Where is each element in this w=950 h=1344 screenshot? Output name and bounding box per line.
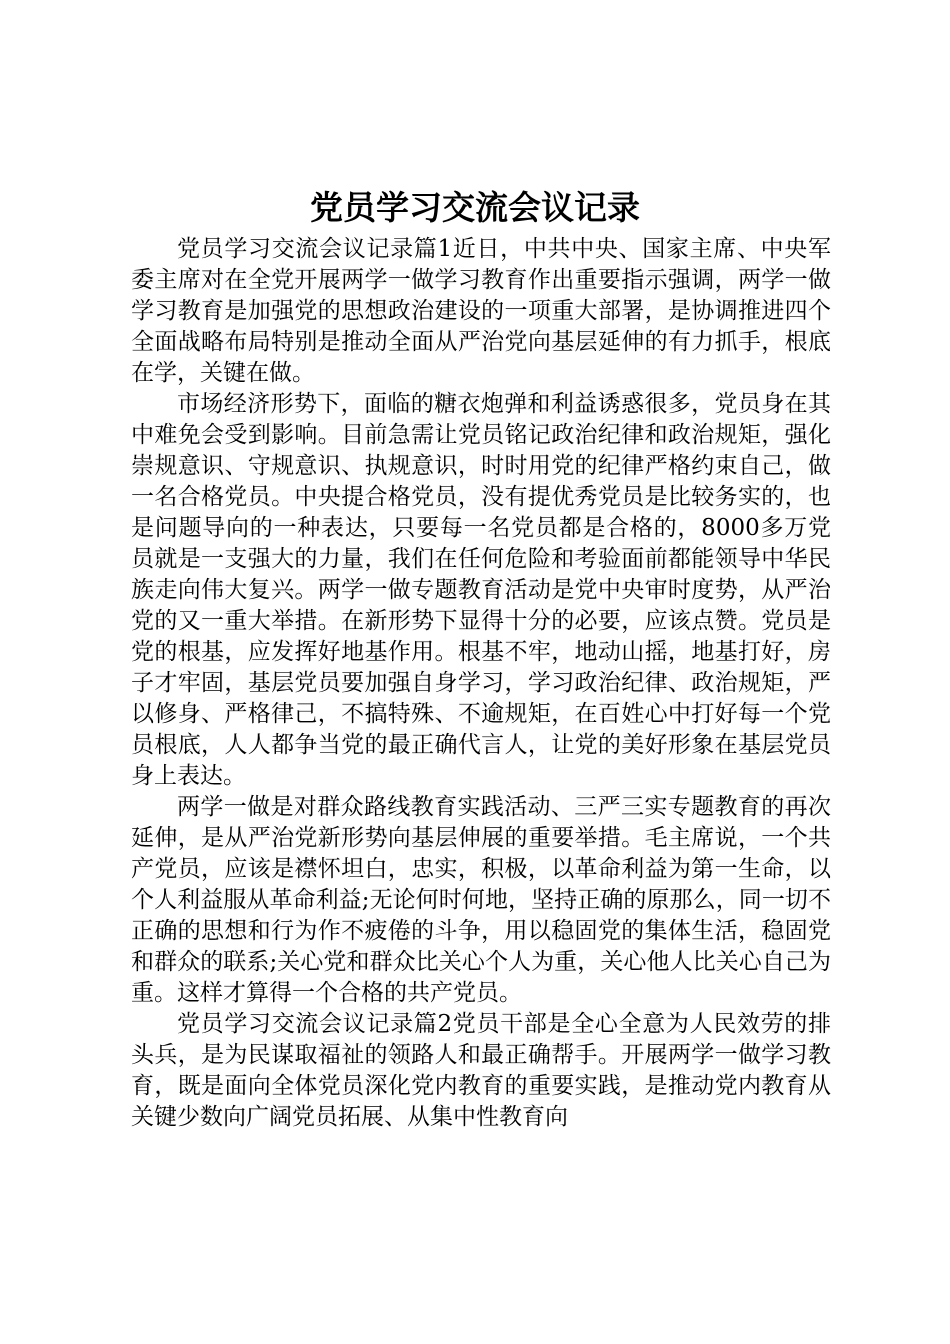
document-title: 党员学习交流会议记录 [310, 188, 640, 227]
paragraph-4: 党员学习交流会议记录篇2党员干部是全心全意为人民效劳的排头兵，是为民谋取福祉的领路人和最正确帮手。开展两学一做学习教育，既是面向全体党员深化党内教育的重要实践，是推动党内教育从关键少数向广阔党员拓展、从集中性教育向 [131, 1011, 831, 1130]
paragraph-1: 党员学习交流会议记录篇1近日，中共中央、国家主席、中央军委主席对在全党开展两学一做学习教育作出重要指示强调，两学一做学习教育是加强党的思想政治建设的一项重大部署，是协调推进四个全面战略布局特别是推动全面从严治党向基层延伸的有力抓手，根底在学，关键在做。 [131, 236, 831, 386]
paragraph-3: 两学一做是对群众路线教育实践活动、三严三实专题教育的再次延伸，是从严治党新形势向基层伸展的重要举措。毛主席说，一个共产党员，应该是襟怀坦白，忠实，积极，以革命利益为第一生命，以个人利益服从革命利益;无论何时何地，坚持正确的原那么，同一切不正确的思想和行为作不疲倦的斗争，用以稳固党的集体生活，稳固党和群众的联系;关心党和群众比关心个人为重，关心他人比关心自己为重。这样才算得一个合格的共产党员。 [131, 794, 831, 1006]
document-body [131, 234, 831, 1133]
paragraph-2: 市场经济形势下，面临的糖衣炮弹和利益诱惑很多，党员身在其中难免会受到影响。目前急需让党员铭记政治纪律和政治规矩，强化崇规意识、守规意识、执规意识，时时用党的纪律严格约束自己，做一名合格党员。中央提合格党员，没有提优秀党员是比较务实的，也是问题导向的一种表达，只要每一名党员都是合格的，8000多万党员就是一支强大的力量，我们在任何危险和考验面前都能领导中华民族走向伟大复兴。两学一做专题教育活动是党中央审时度势，从严治党的又一重大举措。在新形势下显得十分的必要，应该点赞。党员是党的根基，应发挥好地基作用。根基不牢，地动山摇，地基打好，房子才牢固，基层党员要加强自身学习，学习政治纪律、政治规矩，严以修身、严格律己，不搞特殊、不逾规矩，在百姓心中打好每一个党员根底，人人都争当党的最正确代言人，让党的美好形象在基层党员身上表达。 [131, 391, 831, 789]
